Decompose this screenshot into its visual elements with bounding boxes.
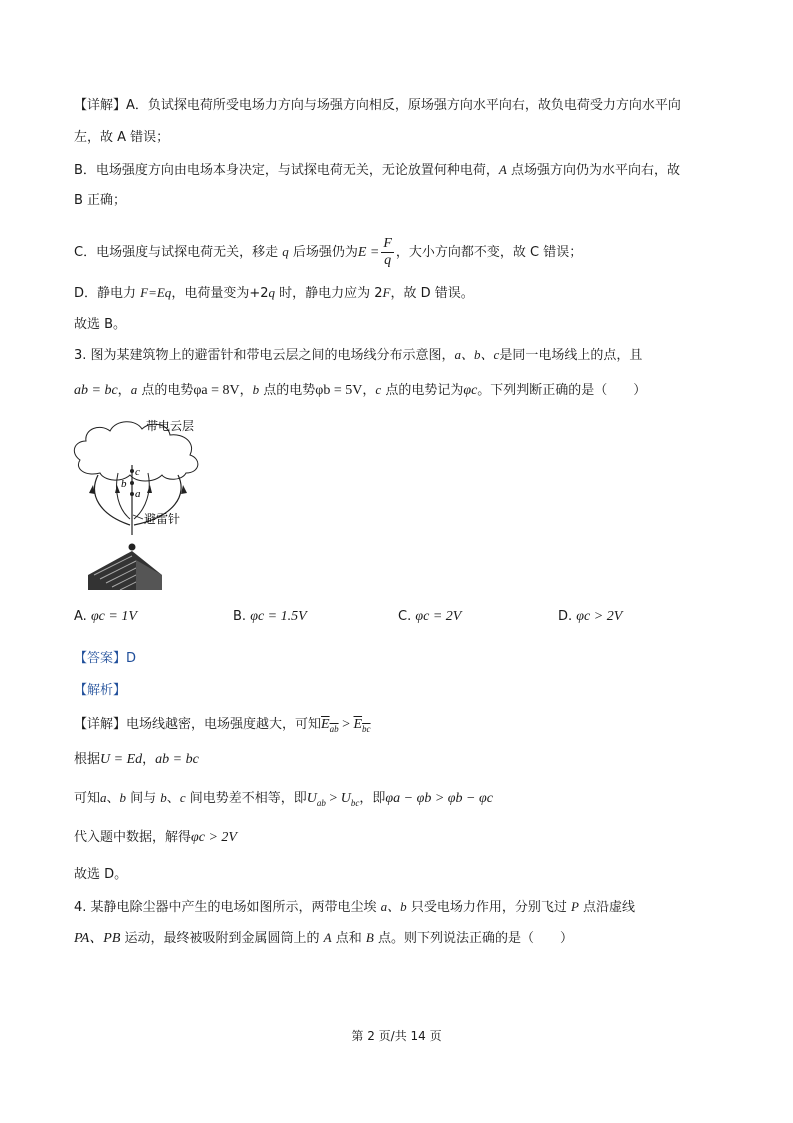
text: ，故 D 错误。 [390,286,474,301]
text: 点的电势 [259,383,316,398]
text: ，即 [359,791,386,806]
var: A [323,930,332,945]
var: b [160,790,167,805]
var: a [100,790,107,805]
var: q [282,244,289,259]
text: 。下列判断正确的是（ ） [477,383,647,398]
question-3-cont [74,381,646,400]
detail-q3-1 [74,716,371,738]
detail-A: 【详解】A．负试探电荷所受电场力方向与场强方向相反，原场强方向水平向右，故负电荷受力方向水平向 [74,98,681,113]
var: c [375,382,382,397]
var: B [365,930,374,945]
var: b [119,790,127,805]
text: 、 [166,791,180,806]
var: φa = 8V [193,383,240,398]
var: a [130,382,138,397]
answer-label: 【答案】D [74,651,137,666]
label-b: b [121,478,127,490]
text: 可知 [74,791,101,806]
text: B．电场强度方向由电场本身决定，与试探电荷无关，无论放置何种电荷， [74,163,499,178]
analysis-label: 【解析】 [74,683,127,698]
text: 点和 [331,931,366,946]
var: PA、PB [74,931,121,946]
point-c [130,469,134,473]
choose-D: 故选 D。 [74,867,128,882]
var: φc > 2V [191,830,237,845]
text: 3. 图为某建筑物上的避雷针和带电云层之间的电场线分布示意图， [74,348,455,363]
detail-B [74,161,680,180]
numerator: F [383,236,392,251]
text: 代入题中数据，解得 [74,830,192,845]
text: 后场强仍为 [288,245,358,260]
var: a、b、c [454,347,500,362]
detail-q3-3 [74,789,493,812]
page-footer: 第 2 页/共 14 页 [351,1029,442,1043]
var: P [570,899,579,914]
sub: bc [362,723,371,734]
gt: > [338,717,354,732]
point-a [130,492,134,496]
var: ab = bc [155,752,199,767]
text: 、 [106,791,120,806]
text: 间与 [126,791,161,806]
option-C-label: C. [398,609,412,624]
sub: ab [316,797,326,808]
text: ，大小方向都不变，故 C 错误； [395,245,583,260]
text: 时，静电力应为 2 [274,286,383,301]
text: ， [117,383,131,398]
var: F [382,285,391,300]
text: 点场强方向仍为水平向右，故 [506,163,681,178]
sym: E [321,717,330,732]
arrow-right [181,485,187,494]
option-A[interactable] [74,609,137,625]
var: φc [463,383,478,398]
option-C-value: φc = 2V [415,609,462,624]
option-A-label: A. [74,609,87,624]
formula-E: E = [357,245,380,260]
fraction [381,236,394,269]
cloud-label: 带电云层 [146,419,195,433]
option-D-value: φc > 2V [576,609,623,624]
var: c [179,790,186,805]
potential-ineq: φa − φb > φb − φc [385,791,493,806]
option-B[interactable] [233,609,307,625]
detail-q3-4 [74,829,237,847]
question-4 [74,898,635,917]
option-D[interactable] [558,609,622,625]
choose-B: 故选 B。 [74,317,127,332]
var: φb = 5V [315,383,363,398]
detail-q3-2 [74,751,199,769]
detail-C [74,236,582,269]
arrow-inner-left [115,485,120,493]
var: A [498,162,507,177]
var: F=Eq [140,285,172,300]
text: ， [142,752,156,767]
sym: U [340,791,351,806]
u-ab [307,791,326,806]
field-e-ab [321,717,339,732]
option-A-value: φc = 1V [90,609,137,624]
text: 点的电势记为 [381,383,464,398]
var: U = Ed [100,752,143,767]
text: 只受电场力作用，分别飞过 [406,900,571,915]
text: ， [362,383,376,398]
option-C[interactable] [398,609,461,625]
text: 【详解】电场线越密，电场强度越大，可知 [74,717,322,732]
denominator: q [384,253,392,268]
text: 根据 [74,752,101,767]
var: q [268,285,275,300]
rod-ball [129,544,136,551]
text: ，电荷量变为+2 [171,286,269,301]
label-c: c [135,466,140,478]
text: 点。则下列说法正确的是（ ） [373,931,573,946]
rod-label: 避雷针 [144,512,181,526]
detail-D [74,284,474,303]
sub: ab [329,723,339,734]
text: 4. 某静电除尘器中产生的电场如图所示，两带电尘埃 [74,900,381,915]
label-a: a [135,488,141,500]
sub: bc [350,797,360,808]
detail-A-cont: 左，故 A 错误； [74,130,170,145]
text: 运动，最终被吸附到金属圆筒上的 [120,931,324,946]
lightning-rod-figure [70,415,210,590]
sym: E [353,717,363,732]
option-B-value: φc = 1.5V [250,609,307,624]
text: ， [239,383,253,398]
u-bc [341,791,360,806]
text: 点沿虚线 [578,900,636,915]
var: a、b [380,899,407,914]
text: 点的电势 [137,383,194,398]
option-D-label: D. [558,609,573,624]
gt: > [325,791,341,806]
field-e-bc [353,717,370,732]
text: 间电势差不相等，即 [185,791,307,806]
question-3 [74,346,642,365]
text: D．静电力 [74,286,141,301]
wall [136,560,162,590]
var: b [252,382,260,397]
point-b [130,481,134,485]
detail-B-cont: B 正确； [74,193,127,208]
question-4-cont [74,929,573,948]
text: C．电场强度与试探电荷无关，移走 [74,245,283,260]
sym: U [306,791,317,806]
option-B-label: B. [233,609,247,624]
text: 是同一电场线上的点，且 [499,348,643,363]
var: ab = bc [74,383,118,398]
